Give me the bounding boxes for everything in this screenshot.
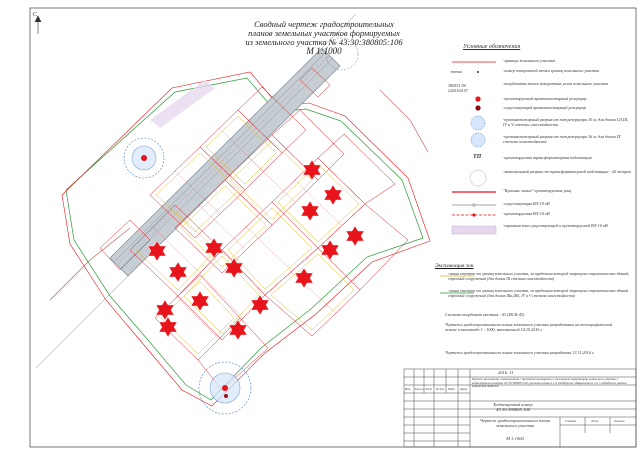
north-label: C [33,12,38,18]
note-coords: Система координат местная - 43 (МСК-43) [445,312,525,317]
legend-sample-coords: 380551.90 2265164.07 [448,83,468,93]
zones-line-2: -линия отступа от границ земельного участка, за пределами которой запрещено строительство зданий строений сооружений (для домов IIIа,IIIб, IV и V степени огнестойкости) [448,288,629,298]
stamp-sheets: Листов [614,419,625,423]
legend-item-6: -противопожарный разрыв от пожрезервуара 16 м, для домов IX степени огнестойкости [503,134,621,144]
stamp-col-doc: № док. [436,387,445,391]
title-line-3: из земельного участка № 43:30:380805:106 [245,37,403,47]
red-boundary [62,72,433,406]
title-line-2: планов земельных участков формируемых [248,28,400,38]
legend-item-10: -существующая ВЛ-10 кВ [503,201,550,206]
fire-distance-stars [148,160,364,340]
stamp-year: 2016. 11 [498,370,514,375]
stamp-project: Проект межевания, совмещенный с проектом планировки и межевания территории земельного участка с кадастровым номером 43:30:380805:106, расположенного в д. Подберезье Шарьинского с/п. Слободского района Кировской области [472,377,627,389]
legend-item-2: -координаты точек поворотных углов земельного участка [503,81,609,86]
stamp-sheet-scale: М 1:1000 [506,436,524,441]
legend-item-0: -граница земельного участка [503,58,555,63]
note-date: Чертежи градостроительного плана земельного участка разработан 13.11.2016 г. [445,350,595,355]
legend-heading: Условные обозначения [463,44,521,50]
legend-item-1: -номер поворотной точки границ земельного участка [503,68,600,73]
drawing-title [224,20,424,56]
stamp-col-sign: Подп. [448,387,456,391]
legend-item-9: "Красные линии" проектируемых улиц [503,188,572,193]
title-line-1: Сводный чертеж градостроительных [254,19,394,29]
stamp-sheet-title: Чертеж градостроительного плана земельного участка [479,418,551,428]
power-line-guard-zone [150,80,215,128]
legend-item-5: -противопожарный разрыв от пожрезервуара 10 м, для домов I,II,III, IV и V степени огнестойкости [503,117,629,127]
stamp-col-change: Изм. [405,387,411,391]
stamp-stage: Стадия [565,419,576,423]
legend-item-8: -минимальный разрыв от трансформаторной подстанции - 20 метров [503,169,631,174]
legend-symbols [440,62,496,293]
note-basis: Чертежи градостроительного плана земельного участка разработаны на топографической основе в масштабе 1 : 1000, выполненной 14.10.2016 г. [445,322,613,332]
legend-item-4: -существующий противопожарный резервуар [503,105,586,110]
legend-item-3: -проектируемый противопожарный резервуар [503,96,587,101]
legend-tp-mark: ТП [473,154,482,160]
title-scale: М 1:1000 [306,46,342,56]
stamp-cadastral: Кадастровый номер 43:30:380805:106 [493,402,533,412]
legend-item-7: -проектируемая трансформаторная подстанция [503,155,592,160]
stamp-col-count: Кол.уч. [415,387,424,391]
zones-line-1: -линия отступа от границ земельного участка, за пределами которой запрещено строительство зданий, строений сооружений (для домов III степени огнестойкости) [448,271,630,281]
stamp-col-sheet: Лист [425,387,433,391]
legend-item-11: -проектируемая ВЛ-10 кВ [503,211,550,216]
zones-heading: Экспликация зон [435,263,474,269]
stamp-sheet: Лист [591,419,599,423]
legend-item-12: -охранная зона существующей и проектируемой ВЛ-10 кВ [503,223,608,228]
north-arrow-icon [35,16,41,34]
legend-sample-point: точка [451,69,462,74]
stamp-col-date: Дата [460,387,468,391]
